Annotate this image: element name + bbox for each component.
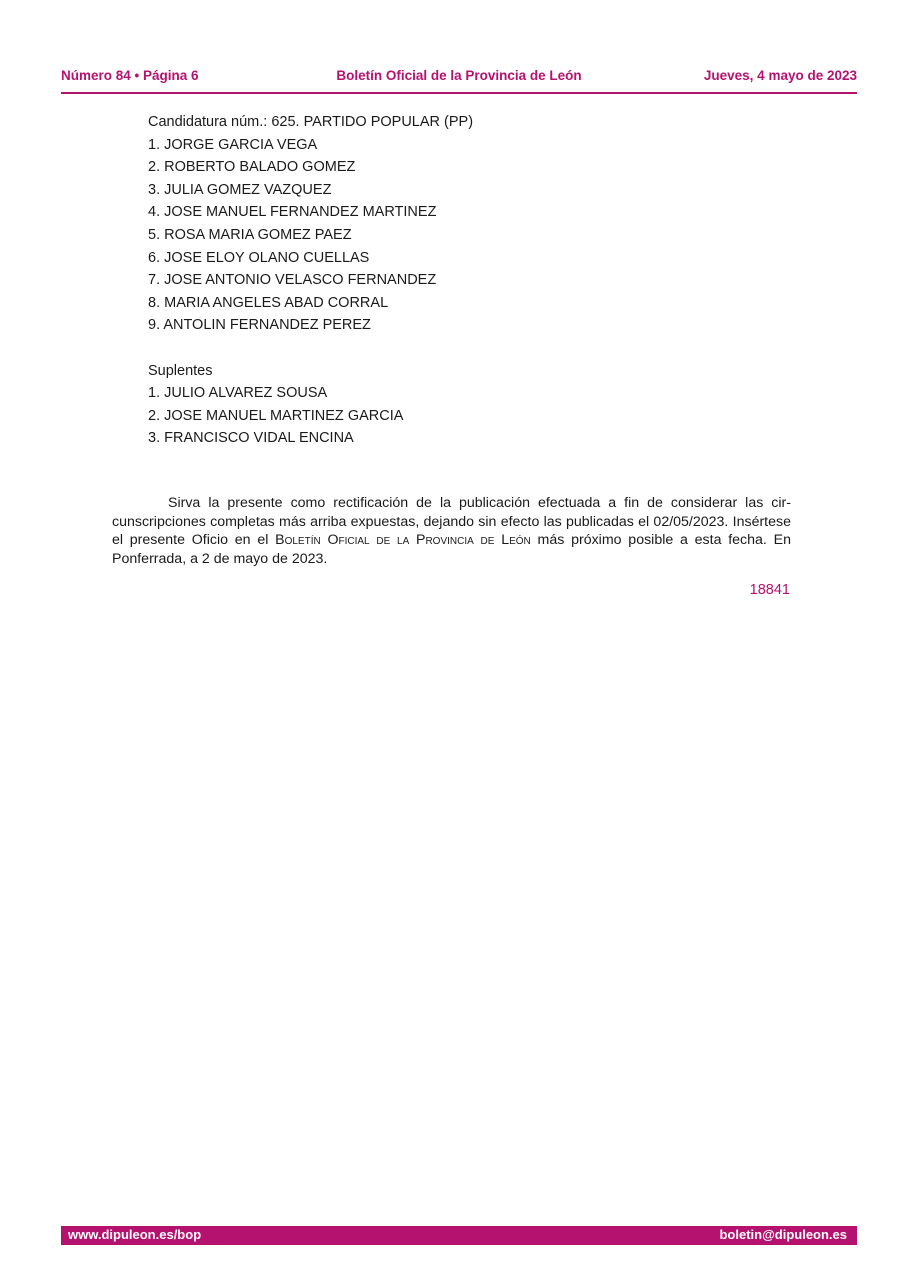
suplentes-title: Suplentes bbox=[148, 362, 213, 379]
suplente-item: 3. FRANCISCO VIDAL ENCINA bbox=[148, 430, 354, 447]
page-header bbox=[61, 66, 857, 94]
website-link[interactable]: www.dipuleon.es/bop bbox=[68, 1227, 202, 1242]
list-item: 2. ROBERTO BALADO GOMEZ bbox=[148, 159, 356, 176]
spacer bbox=[148, 337, 788, 360]
list-item: 7. JOSE ANTONIO VELASCO FERNANDEZ bbox=[148, 272, 437, 289]
bop-name: Boletín Oficial de la Provincia de León bbox=[275, 532, 531, 548]
paragraph-text-2: más próximo posible a esta fecha. En Ponferrada, a 2 de mayo de 2023. bbox=[112, 532, 791, 567]
list-item: 3. JULIA GOMEZ VAZQUEZ bbox=[148, 181, 332, 198]
list-item: 5. ROSA MARIA GOMEZ PAEZ bbox=[148, 226, 352, 243]
suplente-item: 2. JOSE MANUEL MARTINEZ GARCIA bbox=[148, 407, 404, 424]
list-item: 6. JOSE ELOY OLANO CUELLAS bbox=[148, 249, 370, 266]
bulletin-title: Boletín Oficial de la Provincia de León bbox=[336, 68, 582, 83]
list-item: 8. MARIA ANGELES ABAD CORRAL bbox=[148, 294, 389, 311]
reference-number: 18841 bbox=[749, 582, 790, 598]
email-link[interactable]: boletin@dipuleon.es bbox=[719, 1227, 847, 1242]
paragraph-text-1: Sirva la presente como rectificación de la publicación efectuada a fin de considerar las cir-cunscripciones completas más arriba expuestas, dejando sin efecto las publicadas el 02/05/2023. Insértese el presente Oficio en el bbox=[112, 495, 791, 548]
list-item: 9. ANTOLIN FERNANDEZ PEREZ bbox=[148, 317, 371, 334]
list-item: 1. JORGE GARCIA VEGA bbox=[148, 136, 318, 153]
candidate-list bbox=[148, 111, 788, 450]
candidatura-title: Candidatura núm.: 625. PARTIDO POPULAR (PP) bbox=[148, 114, 474, 130]
issue-page-number: Número 84 • Página 6 bbox=[61, 68, 199, 83]
issue-date: Jueves, 4 mayo de 2023 bbox=[703, 68, 857, 83]
suplente-item: 1. JULIO ALVAREZ SOUSA bbox=[148, 385, 328, 402]
page-footer bbox=[61, 1226, 857, 1245]
list-item: 4. JOSE MANUEL FERNANDEZ MARTINEZ bbox=[148, 204, 437, 221]
rectification-paragraph bbox=[112, 494, 791, 568]
